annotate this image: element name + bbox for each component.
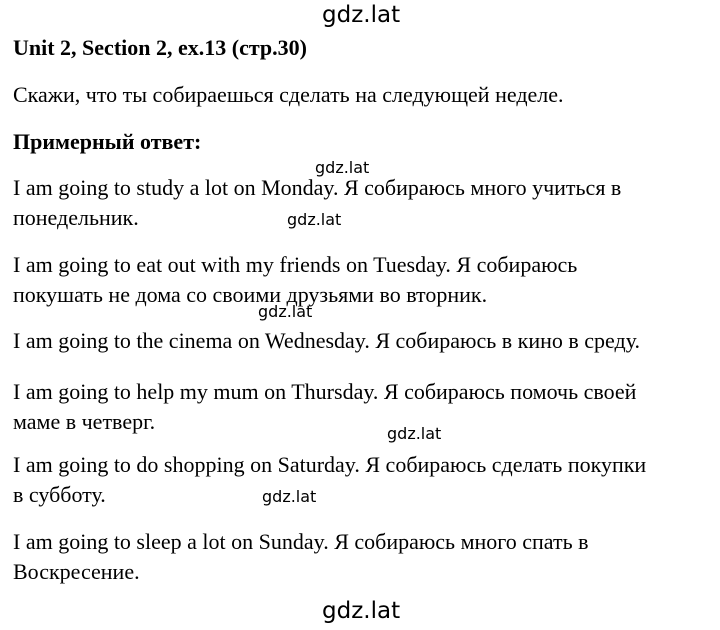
answer-entry-monday	[13, 173, 713, 233]
answer-line: в субботу.	[13, 482, 106, 507]
answer-line: I am going to do shopping on Saturday. Я собираюсь сделать покупки	[13, 452, 647, 477]
answer-line: понедельник.	[13, 205, 139, 230]
answer-line: Воскресение.	[13, 559, 140, 584]
answer-entry-saturday	[13, 450, 713, 510]
watermark-bottom: gdz.lat	[322, 598, 401, 624]
watermark-inline: gdz.lat	[262, 487, 317, 506]
watermark-inline: gdz.lat	[315, 158, 370, 177]
watermark-inline: gdz.lat	[387, 424, 442, 443]
watermark-inline: gdz.lat	[287, 210, 342, 229]
answer-line: маме в четверг.	[13, 409, 156, 434]
watermark-inline: gdz.lat	[258, 302, 313, 321]
answer-entry-tuesday	[13, 250, 713, 310]
answer-line: покушать не дома со своими друзьями во вторник.	[13, 282, 488, 307]
watermark-top: gdz.lat	[322, 2, 401, 28]
answer-line: I am going to sleep a lot on Sunday. Я собираюсь много спать в	[13, 529, 589, 554]
answer-line: I am going to the cinema on Wednesday. Я собираюсь в кино в среду.	[13, 328, 640, 353]
answer-entry-sunday	[13, 527, 713, 587]
answer-line: I am going to eat out with my friends on Tuesday. Я собираюсь	[13, 252, 578, 277]
answer-entry-thursday	[13, 377, 713, 437]
exercise-heading: Unit 2, Section 2, ex.13 (стр.30)	[13, 35, 307, 60]
sample-answer-label: Примерный ответ:	[13, 129, 202, 154]
answer-entry-wednesday	[13, 326, 713, 356]
exercise-instruction: Скажи, что ты собираешься сделать на следующей неделе.	[13, 82, 564, 107]
answer-line: I am going to study a lot on Monday. Я собираюсь много учиться в	[13, 175, 622, 200]
answer-line: I am going to help my mum on Thursday. Я собираюсь помочь своей	[13, 379, 637, 404]
